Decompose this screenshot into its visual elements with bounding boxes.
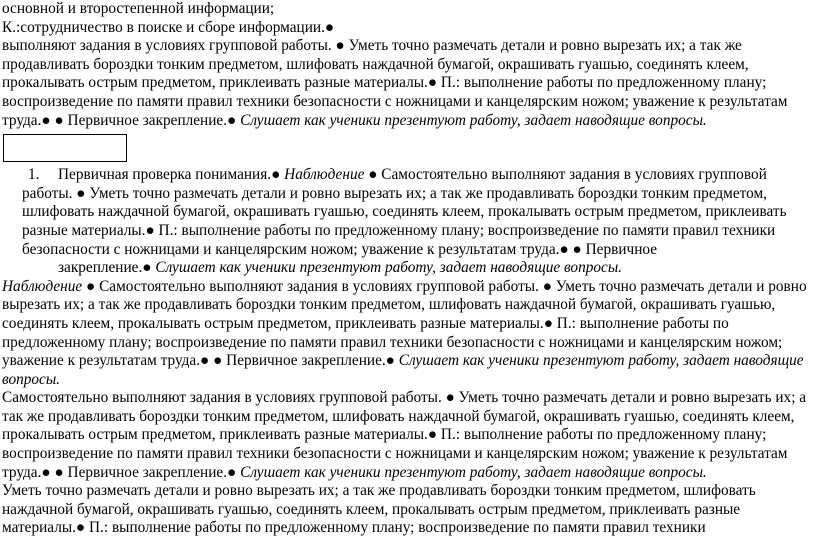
text-run: Самостоятельно выполняют задания в условиях групповой работы. ● Уметь точно размечать детали и ровно вырезать их; а так же продавливать бороздки тонким предметом, шлифовать наждачной бумагой, окрашивать гуашью, соединять клеем, прокалывать острым предметом, приклеивать разные материалы.● П.: выполнение работы по предложенному плану; воспроизведение по памяти правил техники безопасности с ножницами и канцелярским ножом; уважение к результатам труда.● ● Первичное закрепление.● (2, 277, 807, 370)
text-run: Уметь точно размечать детали и ровно вырезать их; а так же продавливать бороздки тонким предметом, шлифовать наждачной бумагой, окрашивать гуашью, соединять клеем, прокалывать острым предметом, приклеивать разные материалы.● П.: выполнение работы по предложенному плану; воспроизведение по памяти правил техники (2, 482, 756, 537)
paragraph (0, 389, 816, 482)
paragraph-continuation (0, 259, 816, 278)
text-run: Самостоятельно выполняют задания в условиях групповой работы. ● Уметь точно размечать детали и ровно вырезать их; а так же продавливать бороздки тонким предметом, шлифовать наждачной бумагой, окрашивать гуашью, соединять клеем, прокалывать острым предметом, приклеивать разные материалы.● П.: выполнение работы по предложенному плану; воспроизведение по памяти правил техники безопасности с ножницами и канцелярским ножом; уважение к результатам труда.● ● Первичное закрепление.● (2, 389, 807, 481)
paragraph (0, 482, 816, 538)
italic-run: Слушает как ученики презентуют работу, задает наводящие вопросы. (240, 463, 707, 481)
text-run: К.:сотрудничество в поиске и сборе информации.● (2, 18, 335, 36)
italic-run: Слушает как ученики презентуют работу, задает наводящие вопросы. (2, 352, 804, 388)
text-run: выполняют задания в условиях групповой работы. ● Уметь точно размечать детали и ровно вырезать их; а так же продавливать бороздки тонким предметом, шлифовать наждачной бумагой, окрашивать гуашью, соединять клеем, прокалывать острым предметом, приклеивать разные материалы.● П.: выполнение работы по предложенному плану; воспроизведение по памяти правил техники безопасности с ножницами и канцелярским ножом; уважение к результатам труда.● ● Первичное закрепление.● (2, 37, 788, 129)
italic-run: Слушает как ученики презентуют работу, задает наводящие вопросы. (155, 259, 623, 277)
italic-run: Наблюдение ● (284, 166, 378, 184)
paragraph (0, 278, 816, 390)
text-line (0, 0, 816, 19)
text-line (0, 19, 816, 38)
text-run: закрепление.● (58, 259, 156, 277)
paragraph (0, 37, 816, 130)
empty-table-cell (3, 134, 127, 162)
text-run: основной и второстепенной информации; (2, 0, 275, 17)
list-number: 1. (28, 166, 40, 184)
italic-run: Слушает как ученики презентуют работу, задает наводящие вопросы. (240, 111, 707, 129)
text-run: Первичная проверка понимания.● (58, 166, 285, 184)
text-run: Самостоятельно выполняют задания в условиях групповой работы. ● Уметь точно размечать детали и ровно вырезать их; а так же продавливать бороздки тонким предметом, шлифовать наждачной бумагой, окрашивать гуашью, соединять клеем, прокалывать острым предметом, приклеивать разные материалы.● П.: выполнение работы по предложенному плану; воспроизведение по памяти правил техники безопасности с ножницами и канцелярским ножом; уважение к результатам труда.● ● Первичное (22, 166, 787, 258)
italic-run: Наблюдение ● (2, 277, 96, 295)
numbered-paragraph (0, 166, 816, 259)
